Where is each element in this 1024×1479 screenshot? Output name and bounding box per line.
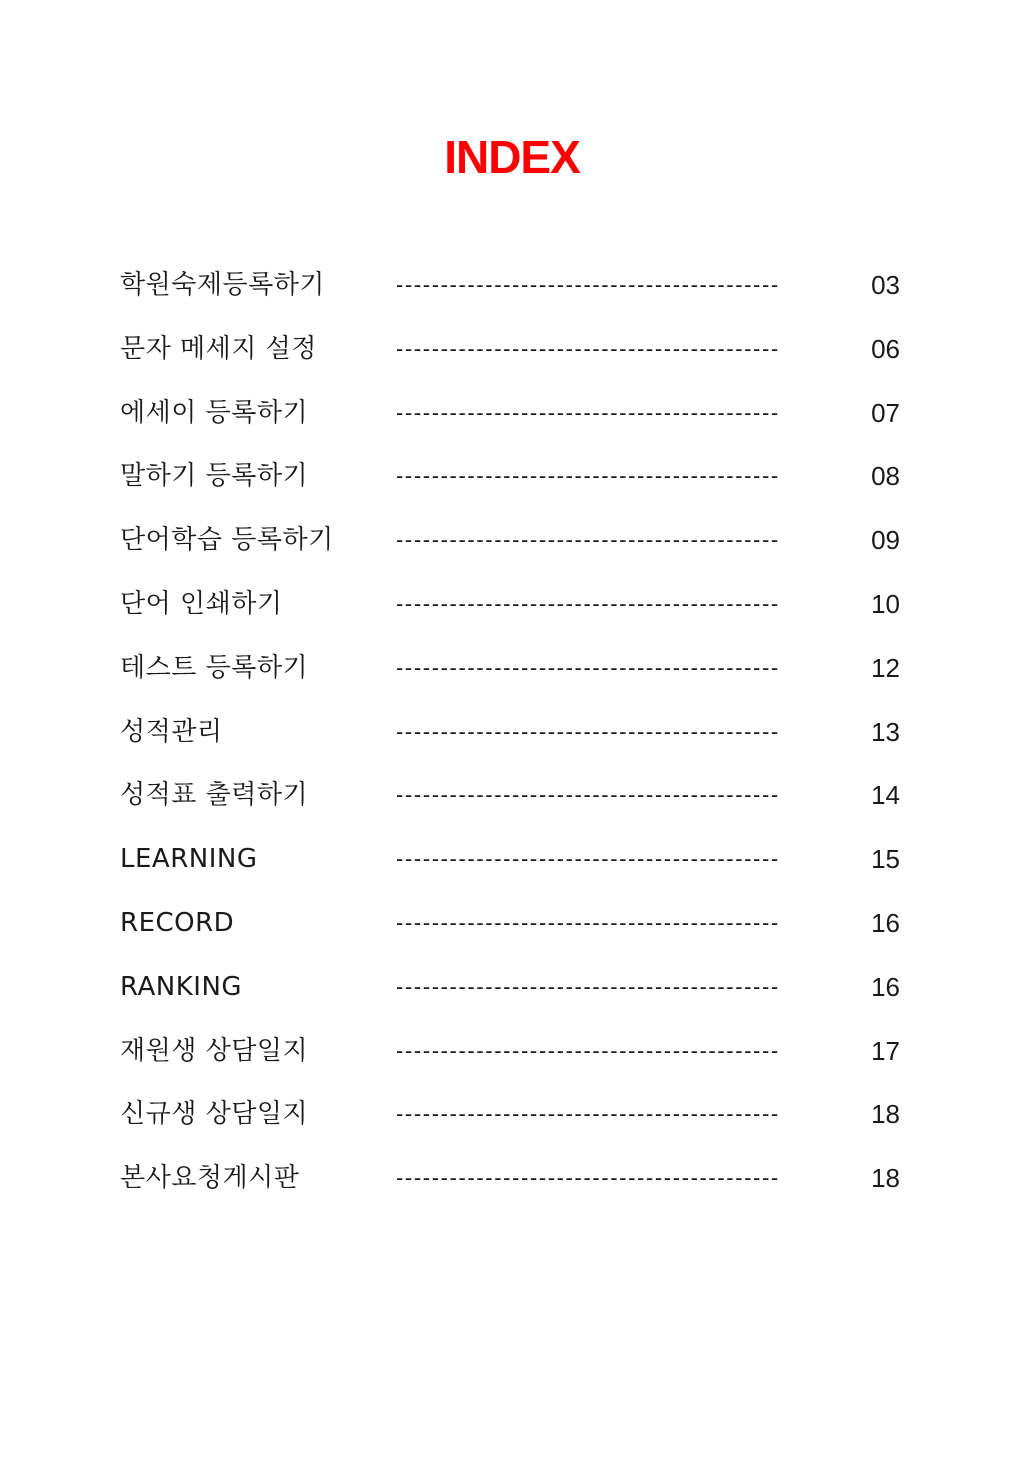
toc-entry — [120, 1151, 902, 1215]
toc-entry — [120, 896, 902, 960]
toc-entry-page: 08 — [871, 461, 900, 492]
toc-entry-page: 16 — [871, 971, 900, 1002]
toc-entry — [120, 832, 902, 896]
toc-dot-leader: ------------------------------------------- — [396, 335, 780, 361]
toc-entry-label: 본사요청게시판 — [120, 1163, 300, 1194]
toc-entry-page: 12 — [871, 652, 900, 683]
toc-entry-label: 재원생 상담일지 — [120, 1035, 309, 1066]
toc-entry — [120, 449, 902, 513]
toc-entry — [120, 1024, 902, 1088]
toc-entry — [120, 386, 902, 450]
toc-entry-page: 13 — [871, 716, 900, 747]
toc-dot-leader: ------------------------------------------- — [396, 590, 780, 616]
toc-entry-label: RANKING — [120, 971, 243, 1002]
toc-dot-leader: ------------------------------------------- — [396, 1101, 780, 1127]
toc-dot-leader: ------------------------------------------- — [396, 272, 780, 297]
toc-dot-leader: ------------------------------------------- — [396, 463, 780, 489]
toc-entry-label: RECORD — [120, 907, 235, 938]
toc-entry-page: 09 — [871, 525, 900, 556]
toc-dot-leader: ------------------------------------------- — [396, 1037, 780, 1063]
toc-entry — [120, 258, 902, 322]
toc-dot-leader: ------------------------------------------- — [396, 1165, 780, 1191]
toc-entry — [120, 577, 902, 641]
toc-dot-leader: ------------------------------------------- — [396, 909, 780, 935]
toc-entry — [120, 1087, 902, 1151]
toc-entry — [120, 322, 902, 386]
toc-entry-label: 에세이 등록하기 — [120, 397, 309, 428]
page-title: INDEX — [444, 130, 580, 183]
toc-entry-page: 03 — [871, 270, 900, 300]
toc-dot-leader: ------------------------------------------- — [396, 654, 780, 680]
toc-entry-page: 18 — [871, 1099, 900, 1130]
toc-entry-label: 성적관리 — [120, 716, 223, 747]
toc-entry-label: 단어학습 등록하기 — [120, 525, 334, 556]
toc-entry-label: 말하기 등록하기 — [120, 461, 309, 492]
toc-entry-page: 14 — [871, 780, 900, 811]
toc-entry-label: 신규생 상담일지 — [120, 1099, 309, 1130]
toc-entry-page: 18 — [871, 1163, 900, 1194]
toc-entry-label: 테스트 등록하기 — [120, 652, 309, 683]
toc-entry — [120, 960, 902, 1024]
toc-entry-label: LEARNING — [120, 844, 258, 875]
table-of-contents — [120, 258, 902, 1215]
toc-dot-leader: ------------------------------------------- — [396, 399, 780, 425]
toc-entry-page: 07 — [871, 397, 900, 428]
toc-dot-leader: ------------------------------------------- — [396, 527, 780, 553]
toc-entry-page: 15 — [871, 844, 900, 875]
toc-entry-page: 06 — [871, 333, 900, 364]
toc-dot-leader: ------------------------------------------- — [396, 973, 780, 999]
toc-entry-page: 17 — [871, 1035, 900, 1066]
toc-entry-label: 성적표 출력하기 — [120, 780, 309, 811]
toc-entry — [120, 705, 902, 769]
toc-entry-label: 학원숙제등록하기 — [120, 270, 325, 300]
toc-dot-leader: ------------------------------------------- — [396, 718, 780, 744]
toc-entry — [120, 768, 902, 832]
toc-entry-label: 문자 메세지 설정 — [120, 333, 317, 364]
toc-entry-label: 단어 인쇄하기 — [120, 588, 283, 619]
toc-dot-leader: ------------------------------------------- — [396, 782, 780, 808]
toc-dot-leader: ------------------------------------------- — [396, 846, 780, 872]
toc-entry — [120, 641, 902, 705]
toc-entry — [120, 513, 902, 577]
toc-entry-page: 16 — [871, 907, 900, 938]
toc-entry-page: 10 — [871, 588, 900, 619]
